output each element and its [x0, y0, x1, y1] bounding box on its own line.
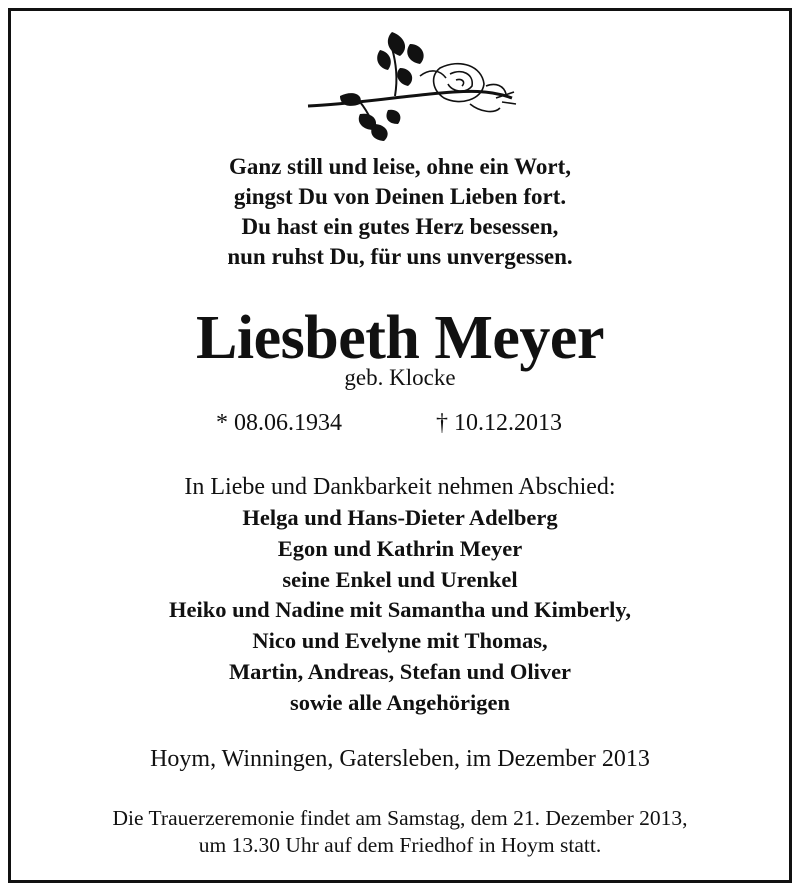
ceremony-info [0, 805, 800, 859]
mourner-line: sowie alle Angehörigen [290, 689, 510, 715]
mourner-line: seine Enkel und Urenkel [282, 566, 518, 592]
verse-line: Du hast ein gutes Herz besessen, [241, 214, 559, 239]
maiden-name: geb. Klocke [344, 365, 456, 390]
mourner-line: Heiko und Nadine mit Samantha und Kimberly, [169, 597, 631, 623]
mourners-list [0, 503, 800, 719]
mourner-line: Nico und Evelyne mit Thomas, [252, 628, 548, 654]
memorial-verse [0, 152, 800, 272]
birth-date: * 08.06.1934 [216, 410, 342, 436]
deceased-name: Liesbeth Meyer [196, 304, 604, 372]
mourner-line: Helga und Hans-Dieter Adelberg [242, 505, 558, 530]
ceremony-line: Die Trauerzeremonie findet am Samstag, dem 21. Dezember 2013, [112, 806, 688, 830]
verse-line: nun ruhst Du, für uns unvergessen. [227, 244, 573, 269]
mourner-line: Egon und Kathrin Meyer [277, 535, 523, 561]
ceremony-line: um 13.30 Uhr auf dem Friedhof in Hoym statt. [198, 833, 602, 857]
verse-line: Ganz still und leise, ohne ein Wort, [228, 154, 572, 179]
death-date: † 10.12.2013 [436, 410, 562, 436]
farewell-intro: In Liebe und Dankbarkeit nehmen Abschied: [184, 474, 616, 500]
verse-line: gingst Du von Deinen Lieben fort. [233, 184, 567, 209]
place-and-date: Hoym, Winningen, Gatersleben, im Dezember 2013 [150, 746, 650, 772]
mourner-line: Martin, Andreas, Stefan und Oliver [228, 658, 572, 684]
rose-branch-icon [300, 28, 520, 143]
